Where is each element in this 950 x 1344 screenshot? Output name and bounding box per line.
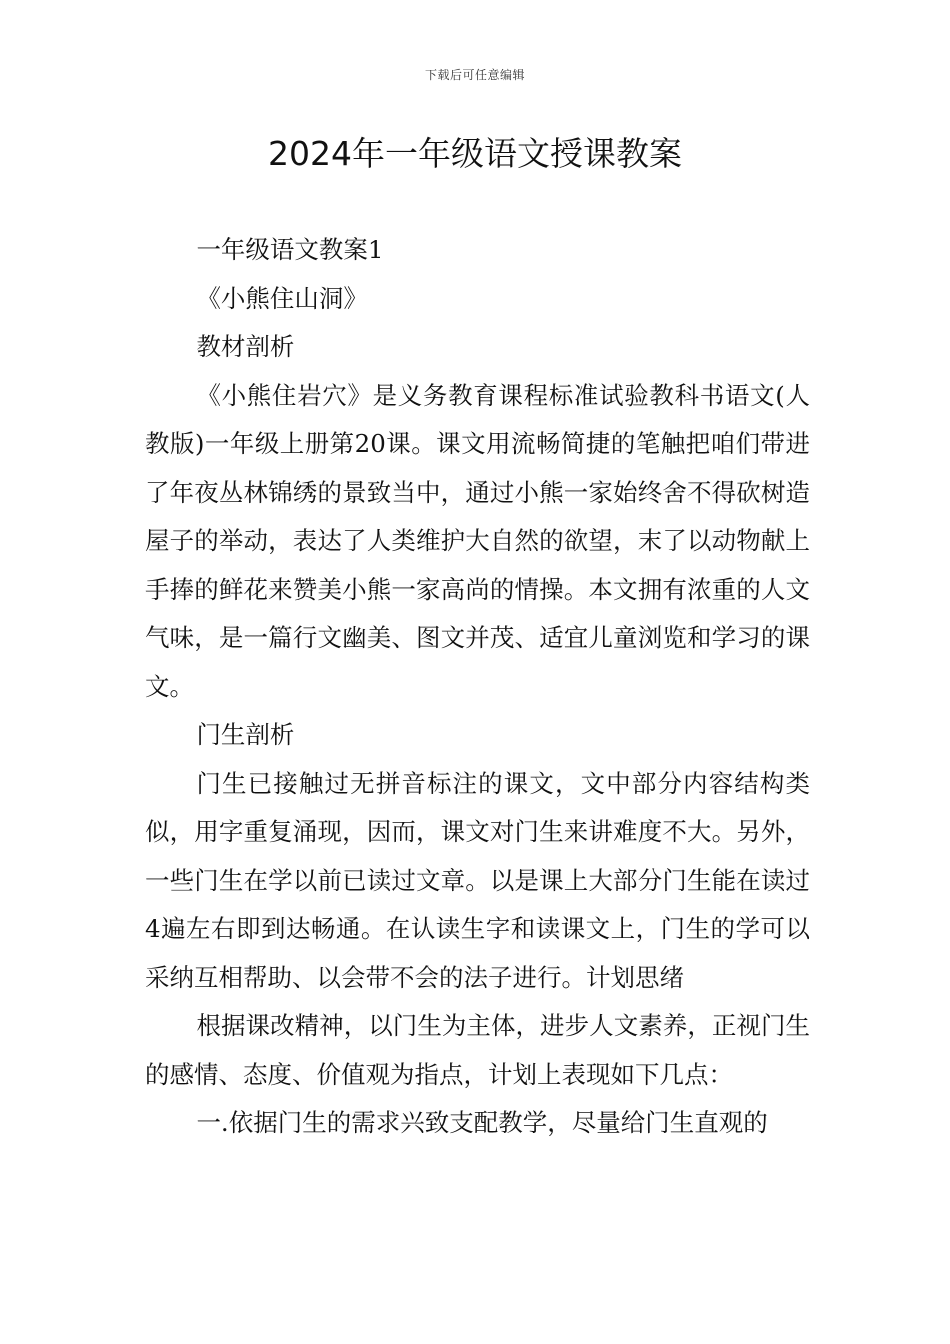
document-title: 2024年一年级语文授课教案 (268, 134, 682, 173)
paragraph-materials-analysis: 《小熊住岩穴》是义务教育课程标准试验教科书语文(人教版)一年级上册第20课。课文用流畅简捷的笔触把咱们带进了年夜丛林锦绣的景致当中，通过小熊一家始终舍不得砍树造屋子的举动，表达了人类维护大自然的欲望，末了以动物献上手捧的鲜花来赞美小熊一家高尚的情操。本文拥有浓重的人文气味，是一篇行文幽美、图文并茂、适宜儿童浏览和学习的课文。 (145, 380, 810, 701)
lesson-heading: 一年级语文教案1 (196, 235, 384, 264)
paragraph-students-analysis: 门生已接触过无拼音标注的课文，文中部分内容结构类似，用字重复涌现，因而，课文对门生来讲难度不大。另外，一些门生在学以前已读过文章。以是课上大部分门生能在读过4遍左右即到达畅通。在认读生字和读课文上，门生的学可以采纳互相帮助、以会带不会的法子进行。计划思绪 (145, 768, 810, 992)
paragraph-design-principles: 根据课改精神，以门生为主体，进步人文素养，正视门生的感情、态度、价值观为指点，计划上表现如下几点： (145, 1011, 810, 1089)
lesson-title: 《小熊住山洞》 (196, 283, 368, 313)
section-heading-materials: 教材剖析 (196, 332, 295, 361)
paragraph-point-one: 一.依据门生的需求兴致支配教学，尽量给门生直观的 (196, 1108, 768, 1137)
header-note: 下载后可任意编辑 (424, 68, 525, 82)
section-heading-students: 门生剖析 (196, 720, 295, 749)
document-body (145, 226, 810, 1148)
